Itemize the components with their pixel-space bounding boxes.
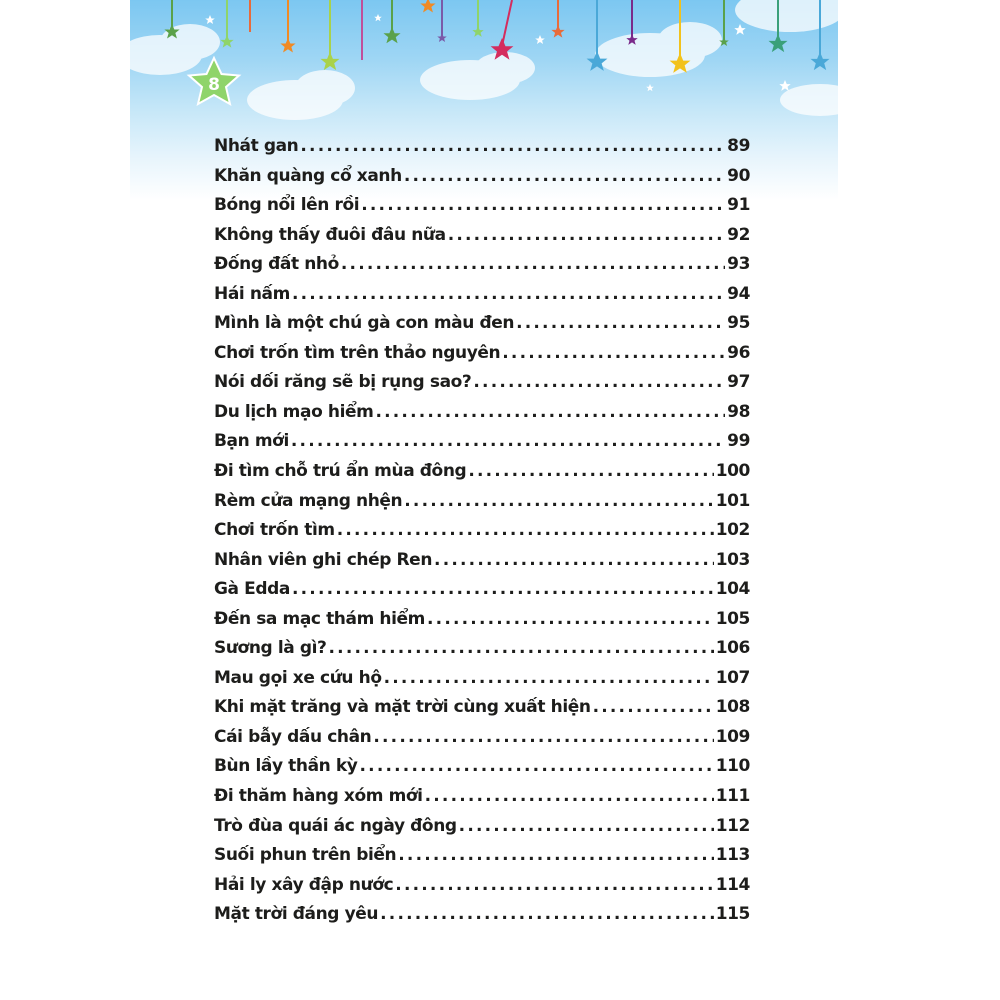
toc-entry-page: 112: [715, 815, 750, 836]
toc-dot-leader: [341, 254, 725, 274]
toc-entry-page: 100: [715, 461, 750, 482]
toc-dot-leader: [361, 195, 725, 215]
toc-entry: [214, 136, 750, 166]
toc-entry: [214, 816, 750, 846]
toc-entry-title: Bùn lầy thần kỳ: [214, 756, 358, 777]
toc-entry: [214, 195, 750, 225]
toc-dot-leader: [448, 225, 725, 245]
toc-dot-leader: [459, 816, 714, 836]
toc-dot-leader: [373, 727, 713, 747]
toc-dot-leader: [375, 402, 725, 422]
toc-entry: [214, 284, 750, 314]
toc-entry-page: 91: [727, 195, 750, 216]
toc-entry-title: Rèm cửa mạng nhện: [214, 490, 403, 511]
toc-entry-page: 94: [727, 283, 750, 304]
toc-entry-page: 103: [715, 549, 750, 570]
toc-entry: [214, 313, 750, 343]
toc-entry-title: Nói dối răng sẽ bị rụng sao?: [214, 372, 472, 393]
toc-dot-leader: [427, 609, 714, 629]
toc-entry: [214, 166, 750, 196]
toc-entry: [214, 579, 750, 609]
toc-entry-title: Nhát gan: [214, 136, 299, 156]
toc-dot-leader: [300, 136, 725, 156]
toc-dot-leader: [337, 520, 714, 540]
toc-entry: [214, 756, 750, 786]
toc-entry-page: 105: [715, 608, 750, 629]
toc-dot-leader: [292, 284, 725, 304]
toc-entry-page: 99: [727, 431, 750, 452]
toc-entry-title: Bạn mới: [214, 431, 289, 452]
toc-entry-page: 108: [715, 697, 750, 718]
toc-entry-page: 93: [727, 254, 750, 275]
toc-entry-title: Hái nấm: [214, 283, 290, 304]
toc-dot-leader: [329, 638, 714, 658]
toc-dot-leader: [468, 461, 713, 481]
toc-entry-page: 114: [715, 874, 750, 895]
toc-entry: [214, 520, 750, 550]
toc-entry-title: Đống đất nhỏ: [214, 254, 339, 275]
toc-entry: [214, 904, 750, 934]
toc-entry: [214, 343, 750, 373]
toc-entry-title: Khăn quàng cổ xanh: [214, 165, 402, 186]
toc-entry: [214, 372, 750, 402]
toc-entry-title: Chơi trốn tìm: [214, 520, 335, 541]
toc-entry-title: Đến sa mạc thám hiểm: [214, 608, 425, 629]
toc-entry: [214, 461, 750, 491]
toc-entry-page: 113: [715, 845, 750, 866]
toc-entry-title: Đi thăm hàng xóm mới: [214, 786, 423, 807]
table-of-contents: [214, 136, 750, 934]
toc-entry-page: 90: [727, 165, 750, 186]
toc-entry-title: Trò đùa quái ác ngày đông: [214, 815, 457, 836]
toc-entry: [214, 786, 750, 816]
toc-entry-title: Sương là gì?: [214, 638, 327, 659]
book-page: [130, 0, 838, 1000]
toc-entry-title: Chơi trốn tìm trên thảo nguyên: [214, 342, 501, 363]
toc-entry-page: 98: [727, 401, 750, 422]
toc-entry-page: 101: [715, 490, 750, 511]
page-number: 8: [208, 75, 220, 95]
toc-dot-leader: [593, 697, 714, 717]
toc-entry: [214, 402, 750, 432]
toc-entry-page: 95: [727, 313, 750, 334]
toc-entry: [214, 431, 750, 461]
toc-dot-leader: [360, 756, 714, 776]
toc-dot-leader: [434, 550, 714, 570]
toc-entry-page: 97: [727, 372, 750, 393]
clouds-icon: [130, 0, 838, 120]
toc-entry-page: 102: [715, 520, 750, 541]
toc-entry: [214, 491, 750, 521]
toc-entry-title: Mình là một chú gà con màu đen: [214, 313, 515, 334]
toc-entry-page: 111: [715, 786, 750, 807]
toc-dot-leader: [404, 491, 713, 511]
toc-entry-page: 92: [727, 224, 750, 245]
toc-entry-page: 96: [727, 342, 750, 363]
toc-entry-title: Nhân viên ghi chép Ren: [214, 549, 433, 570]
toc-dot-leader: [292, 579, 714, 599]
toc-dot-leader: [425, 786, 714, 806]
toc-entry-title: Hải ly xây đập nước: [214, 874, 394, 895]
toc-entry-title: Mặt trời đáng yêu: [214, 904, 379, 925]
toc-entry-title: Gà Edda: [214, 579, 290, 600]
toc-entry-page: 110: [715, 756, 750, 777]
toc-entry-page: 106: [715, 638, 750, 659]
toc-entry-page: 109: [715, 726, 750, 747]
toc-entry-title: Mau gọi xe cứu hộ: [214, 667, 382, 688]
toc-dot-leader: [291, 431, 725, 451]
toc-dot-leader: [502, 343, 725, 363]
toc-entry-title: Suối phun trên biển: [214, 845, 397, 866]
toc-entry: [214, 668, 750, 698]
toc-dot-leader: [384, 668, 714, 688]
toc-entry-title: Không thấy đuôi đâu nữa: [214, 224, 446, 245]
toc-dot-leader: [398, 845, 713, 865]
toc-entry-title: Cái bẫy dấu chân: [214, 726, 372, 747]
toc-entry-title: Đi tìm chỗ trú ẩn mùa đông: [214, 461, 467, 482]
toc-entry: [214, 875, 750, 905]
toc-entry: [214, 638, 750, 668]
toc-entry: [214, 550, 750, 580]
toc-entry-page: 104: [715, 579, 750, 600]
toc-entry-title: Du lịch mạo hiểm: [214, 401, 374, 422]
toc-entry: [214, 727, 750, 757]
toc-entry-page: 89: [727, 136, 750, 156]
toc-entry: [214, 254, 750, 284]
toc-dot-leader: [473, 372, 725, 392]
toc-dot-leader: [516, 313, 725, 333]
toc-entry-title: Bóng nổi lên rồi: [214, 195, 360, 216]
toc-entry-title: Khi mặt trăng và mặt trời cùng xuất hiện: [214, 697, 591, 718]
toc-entry: [214, 225, 750, 255]
toc-dot-leader: [395, 875, 713, 895]
toc-entry-page: 115: [715, 904, 750, 925]
toc-entry-page: 107: [715, 667, 750, 688]
toc-entry: [214, 845, 750, 875]
toc-entry: [214, 697, 750, 727]
toc-dot-leader: [404, 166, 725, 186]
toc-entry: [214, 609, 750, 639]
toc-dot-leader: [380, 904, 714, 924]
